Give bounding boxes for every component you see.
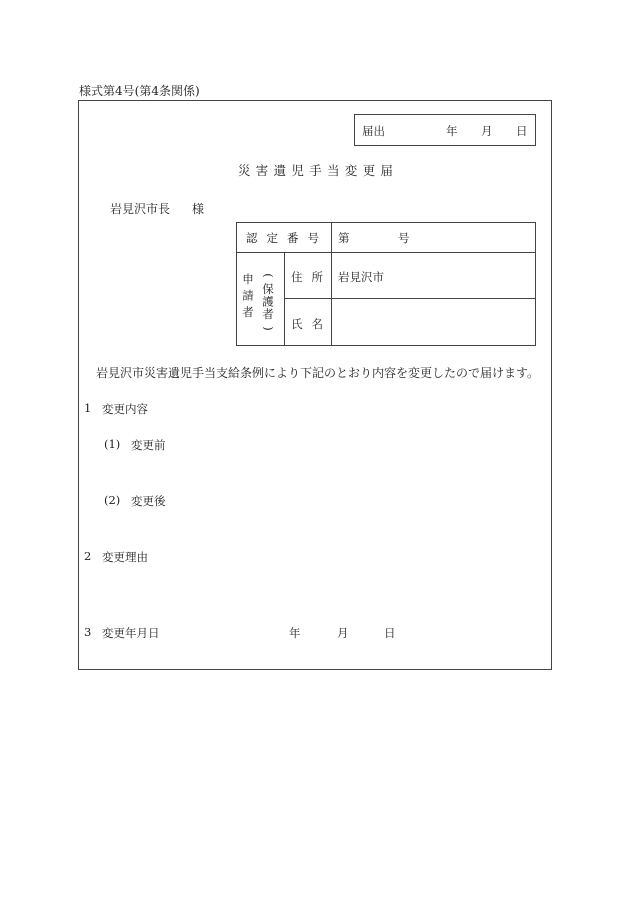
section-1-1-label: 変更前: [131, 438, 166, 452]
section-3-month: 月: [337, 626, 349, 640]
guardian-label: (保護者): [260, 268, 276, 335]
section-3-year: 年: [289, 626, 301, 640]
form-frame: [78, 100, 552, 670]
form-number: 様式第4号(第4条関係): [79, 84, 200, 98]
addressee-name: 岩見沢市長: [110, 202, 171, 216]
form-title: 災害遺児手当変更届: [238, 163, 399, 178]
notification-date-month: 月: [481, 124, 493, 138]
section-1-1-number: (1): [104, 437, 121, 451]
table-divider: [284, 252, 285, 346]
addressee-honorific: 様: [192, 202, 205, 216]
applicant-label: 申請者: [241, 273, 255, 323]
section-2-label: 変更理由: [102, 550, 148, 564]
section-1-2-label: 変更後: [131, 494, 166, 508]
table-divider: [236, 252, 536, 253]
section-3-day: 日: [384, 626, 396, 640]
address-value: 岩見沢市: [338, 270, 384, 284]
notification-date-prefix: 届出: [362, 124, 385, 138]
section-2-number: 2: [84, 549, 92, 563]
table-divider: [284, 298, 536, 299]
cert-number-label: 認定番号: [246, 231, 328, 245]
notification-date-day: 日: [516, 124, 528, 138]
address-label: 住所: [291, 270, 332, 284]
section-1-label: 変更内容: [102, 402, 148, 416]
notification-date-year: 年: [446, 124, 458, 138]
name-label: 氏名: [291, 317, 332, 331]
section-3-number: 3: [84, 625, 92, 639]
section-1-number: 1: [84, 401, 92, 415]
statement-text: 岩見沢市災害遺児手当支給条例により下記のとおり内容を変更したので届けます。: [96, 366, 540, 380]
section-1-2-number: (2): [104, 493, 121, 507]
cert-number-prefix: 第: [338, 231, 350, 245]
cert-number-suffix: 号: [398, 231, 410, 245]
section-3-label: 変更年月日: [102, 626, 160, 640]
